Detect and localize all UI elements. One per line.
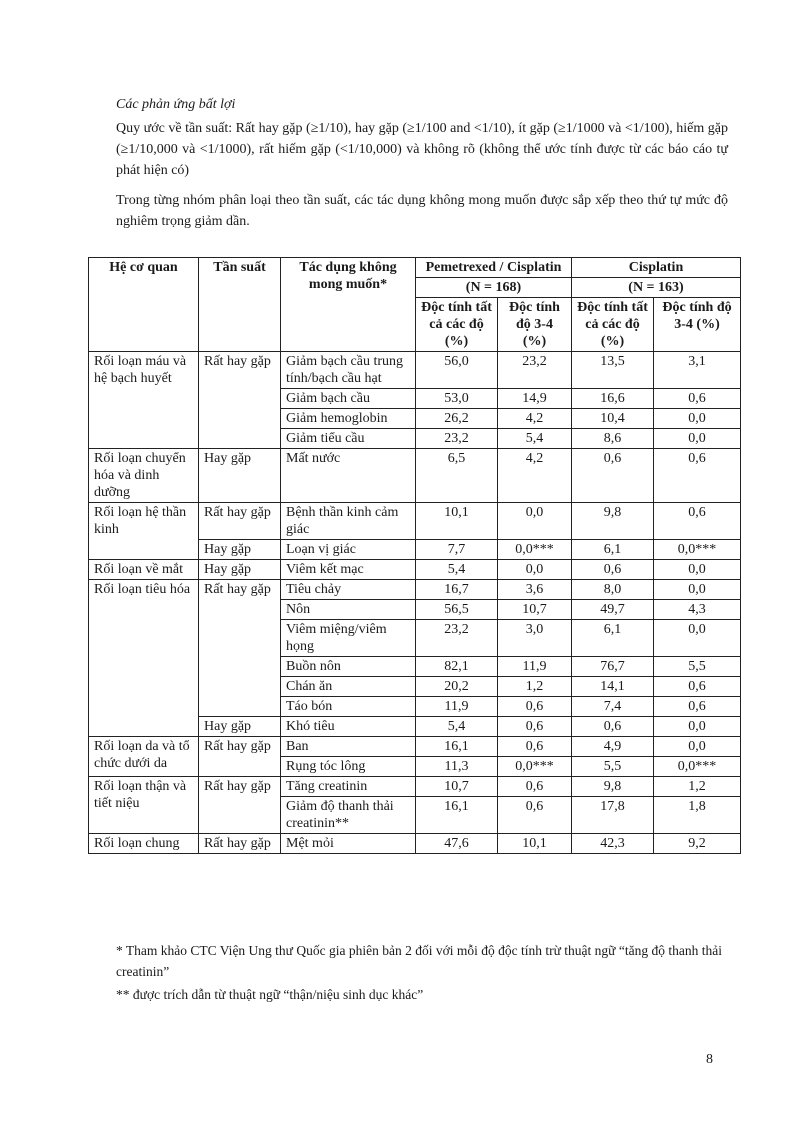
value-cell: 0,0 [654,717,741,737]
effect-cell: Táo bón [281,697,416,717]
value-cell: 49,7 [572,600,654,620]
value-cell: 0,0 [654,737,741,757]
effect-cell: Bệnh thần kinh cảm giác [281,503,416,540]
header-all-grades-group1: Độc tính tất cả các độ (%) [416,298,498,352]
table-row [89,560,741,580]
value-cell: 4,3 [654,600,741,620]
value-cell: 8,6 [572,429,654,449]
system-cell: Rối loạn máu và hệ bạch huyết [89,352,199,449]
value-cell: 47,6 [416,834,498,854]
effect-cell: Rụng tóc lông [281,757,416,777]
header-n-group1: (N = 168) [416,278,572,298]
frequency-cell: Rất hay gặp [199,580,281,717]
ordering-paragraph: Trong từng nhóm phân loại theo tần suất, các tác dụng không mong muốn được sắp xếp theo thứ tự mức độ nghiêm trọng giảm dần. [116,193,728,229]
value-cell: 7,7 [416,540,498,560]
value-cell: 0,0 [654,429,741,449]
value-cell: 53,0 [416,389,498,409]
effect-cell: Loạn vị giác [281,540,416,560]
effect-cell: Chán ăn [281,677,416,697]
table-row [89,580,741,600]
header-n-group2: (N = 163) [572,278,741,298]
value-cell: 0,6 [498,717,572,737]
frequency-convention-paragraph: Quy ước về tần suất: Rất hay gặp (≥1/10), hay gặp (≥1/100 and <1/10), ít gặp (≥1/1000 và <1/100), hiếm gặp (≥1/10,000 và <1/1000), rất hiếm gặp (<1/10,000) và không rõ (không thể ước tính được từ các báo cáo tự phát hiện có) [116,121,728,178]
value-cell: 82,1 [416,657,498,677]
header-cisplatin: Cisplatin [572,258,741,278]
value-cell: 0,0 [654,580,741,600]
frequency-cell: Hay gặp [199,560,281,580]
adverse-reactions-table [88,257,741,854]
effect-cell: Viêm kết mạc [281,560,416,580]
value-cell: 5,4 [416,560,498,580]
value-cell: 16,6 [572,389,654,409]
table-row [89,737,741,757]
value-cell: 42,3 [572,834,654,854]
frequency-cell: Rất hay gặp [199,503,281,540]
value-cell: 0,0 [654,560,741,580]
value-cell: 16,1 [416,737,498,757]
page-number: 8 [706,1052,713,1067]
value-cell: 0,0*** [498,540,572,560]
value-cell: 56,5 [416,600,498,620]
effect-cell: Nôn [281,600,416,620]
value-cell: 4,2 [498,409,572,429]
value-cell: 0,6 [654,389,741,409]
value-cell: 7,4 [572,697,654,717]
value-cell: 10,7 [416,777,498,797]
system-cell: Rối loạn chung [89,834,199,854]
effect-cell: Giảm hemoglobin [281,409,416,429]
table-row [89,352,741,389]
frequency-cell: Rất hay gặp [199,834,281,854]
value-cell: 14,1 [572,677,654,697]
system-cell: Rối loạn hệ thần kinh [89,503,199,560]
value-cell: 9,8 [572,503,654,540]
value-cell: 0,0 [498,560,572,580]
header-all-grades-group2: Độc tính tất cả các độ (%) [572,298,654,352]
value-cell: 4,9 [572,737,654,757]
value-cell: 0,0*** [654,757,741,777]
table-row [89,449,741,503]
value-cell: 16,1 [416,797,498,834]
value-cell: 76,7 [572,657,654,677]
value-cell: 10,1 [498,834,572,854]
value-cell: 5,5 [572,757,654,777]
footnote-renal: ** được trích dẫn từ thuật ngữ “thận/niệu sinh dục khác” [116,987,424,1002]
table-row [89,503,741,540]
section-title: Các phản ứng bất lợi [116,97,236,112]
header-effect: Tác dụng không mong muốn* [281,258,416,352]
effect-cell: Mất nước [281,449,416,503]
value-cell: 8,0 [572,580,654,600]
value-cell: 0,6 [498,737,572,757]
effect-cell: Viêm miệng/viêm họng [281,620,416,657]
system-cell: Rối loạn về mắt [89,560,199,580]
value-cell: 11,3 [416,757,498,777]
effect-cell: Tăng creatinin [281,777,416,797]
value-cell: 9,2 [654,834,741,854]
value-cell: 16,7 [416,580,498,600]
footnote-ctc: * Tham khảo CTC Viện Ung thư Quốc gia phiên bản 2 đối với mỗi độ độc tính trừ thuật ngữ “tăng độ thanh thải creatinin” [116,943,722,979]
value-cell: 11,9 [498,657,572,677]
value-cell: 6,1 [572,620,654,657]
effect-cell: Mệt mỏi [281,834,416,854]
effect-cell: Buồn nôn [281,657,416,677]
system-cell: Rối loạn chuyển hóa và dinh dưỡng [89,449,199,503]
value-cell: 5,4 [416,717,498,737]
value-cell: 1,8 [654,797,741,834]
value-cell: 1,2 [498,677,572,697]
value-cell: 0,6 [498,697,572,717]
value-cell: 0,6 [654,503,741,540]
frequency-cell: Rất hay gặp [199,737,281,777]
system-cell: Rối loạn thận và tiết niệu [89,777,199,834]
value-cell: 0,6 [498,777,572,797]
frequency-cell: Hay gặp [199,717,281,737]
value-cell: 0,6 [498,797,572,834]
header-pemetrexed-cisplatin: Pemetrexed / Cisplatin [416,258,572,278]
effect-cell: Tiêu chảy [281,580,416,600]
value-cell: 3,1 [654,352,741,389]
effect-cell: Ban [281,737,416,757]
value-cell: 0,0 [654,620,741,657]
header-grade34-group1: Độc tính độ 3-4 (%) [498,298,572,352]
value-cell: 10,4 [572,409,654,429]
effect-cell: Giảm bạch cầu [281,389,416,409]
value-cell: 0,6 [654,697,741,717]
value-cell: 5,4 [498,429,572,449]
header-frequency: Tần suất [199,258,281,352]
value-cell: 3,0 [498,620,572,657]
value-cell: 0,6 [572,560,654,580]
value-cell: 10,1 [416,503,498,540]
value-cell: 0,0 [654,409,741,429]
frequency-cell: Hay gặp [199,449,281,503]
frequency-cell: Rất hay gặp [199,777,281,834]
frequency-cell: Rất hay gặp [199,352,281,449]
frequency-cell: Hay gặp [199,540,281,560]
value-cell: 9,8 [572,777,654,797]
value-cell: 0,0 [498,503,572,540]
value-cell: 0,6 [572,717,654,737]
table-row [89,834,741,854]
table-row [89,777,741,797]
system-cell: Rối loạn da và tổ chức dưới da [89,737,199,777]
value-cell: 1,2 [654,777,741,797]
value-cell: 26,2 [416,409,498,429]
value-cell: 11,9 [416,697,498,717]
value-cell: 13,5 [572,352,654,389]
effect-cell: Giảm tiểu cầu [281,429,416,449]
value-cell: 3,6 [498,580,572,600]
system-cell: Rối loạn tiêu hóa [89,580,199,737]
value-cell: 20,2 [416,677,498,697]
value-cell: 6,5 [416,449,498,503]
value-cell: 5,5 [654,657,741,677]
value-cell: 0,6 [572,449,654,503]
effect-cell: Giảm độ thanh thải creatinin** [281,797,416,834]
effect-cell: Giảm bạch cầu trung tính/bạch cầu hạt [281,352,416,389]
value-cell: 4,2 [498,449,572,503]
header-grade34-group2: Độc tính độ 3-4 (%) [654,298,741,352]
header-system: Hệ cơ quan [89,258,199,352]
value-cell: 0,0*** [498,757,572,777]
effect-cell: Khó tiêu [281,717,416,737]
value-cell: 17,8 [572,797,654,834]
value-cell: 6,1 [572,540,654,560]
value-cell: 10,7 [498,600,572,620]
value-cell: 23,2 [498,352,572,389]
value-cell: 14,9 [498,389,572,409]
value-cell: 23,2 [416,429,498,449]
value-cell: 0,0*** [654,540,741,560]
value-cell: 0,6 [654,449,741,503]
value-cell: 23,2 [416,620,498,657]
value-cell: 56,0 [416,352,498,389]
value-cell: 0,6 [654,677,741,697]
